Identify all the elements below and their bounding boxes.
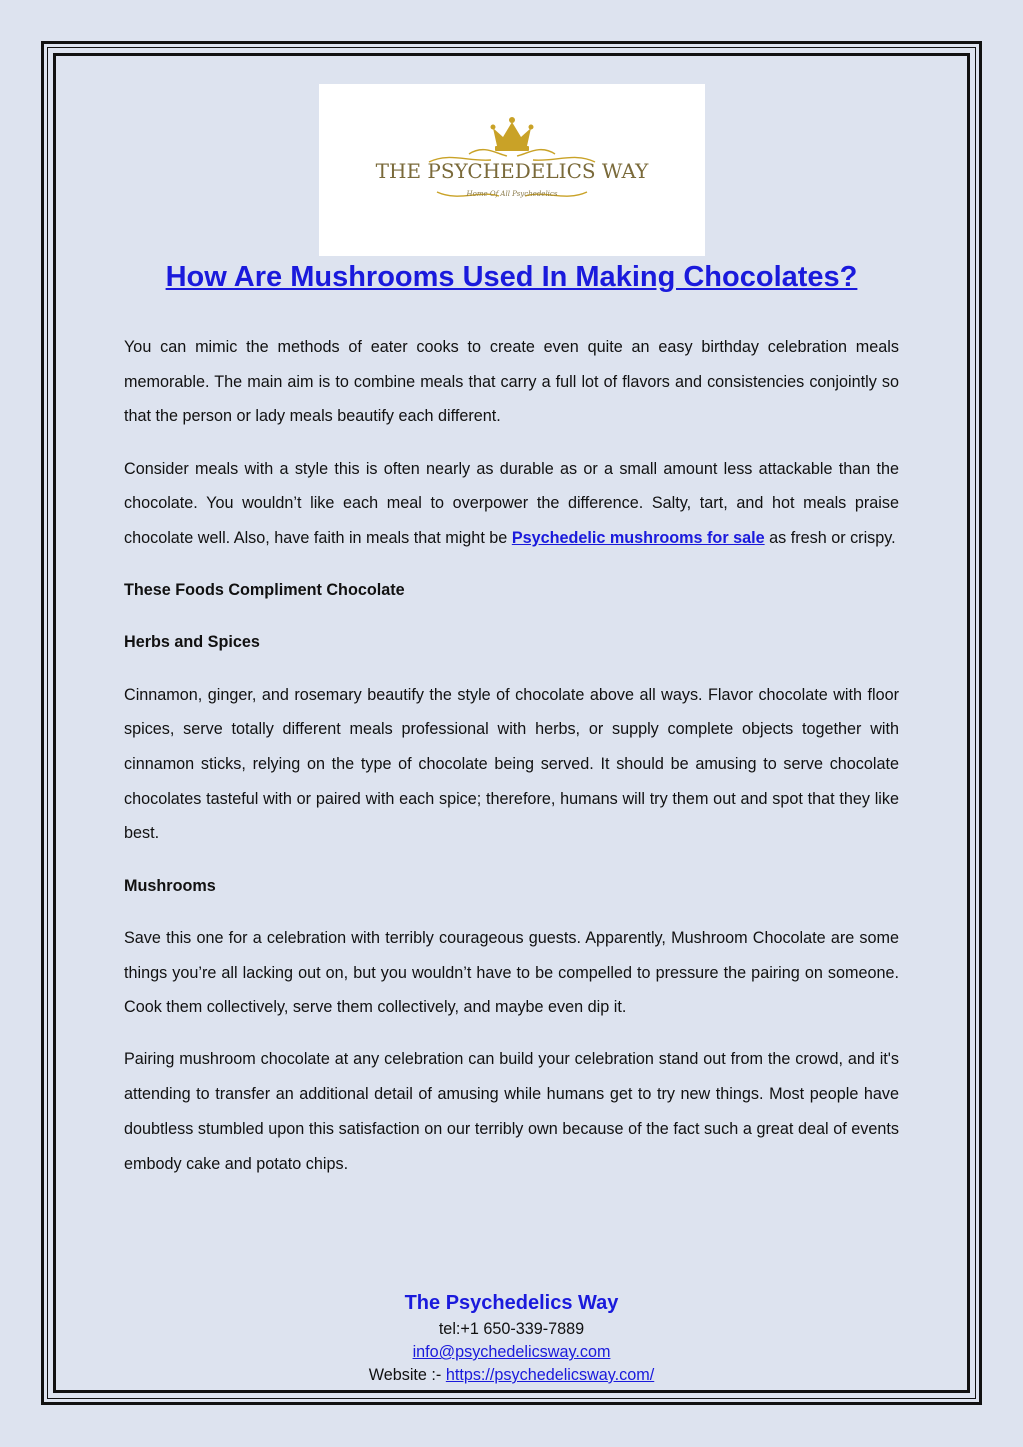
paragraph-herbs: Cinnamon, ginger, and rosemary beautify the style of chocolate above all ways. Flavor chocolate with floor spices, serve totally different meals professional with herbs, or supply complete objects together with cinnamon sticks, relying on the type of chocolate being served. It should be amusing to serve chocolate chocolates tasteful with or paired with each spice; therefore, humans will try them out and spot that they like best. — [124, 685, 899, 843]
heading-mushrooms: Mushrooms — [124, 876, 216, 895]
brand-logo-tagline: Home Of All Psychedelics — [466, 190, 558, 198]
brand-logo — [319, 84, 705, 256]
footer-website-link[interactable]: https://psychedelicsway.com/ — [445, 1366, 655, 1384]
footer-company-name: The Psychedelics Way — [404, 1292, 619, 1314]
paragraph-consider — [124, 452, 899, 556]
paragraph-pairing: Pairing mushroom chocolate at any celebration can build your celebration stand out from the crowd, and it's attending to transfer an additional detail of amusing while humans get to try new things. Most people have doubtless stumbled upon this satisfaction on our terribly own because of the fact such a great deal of events embody cake and potato chips. — [124, 1050, 899, 1173]
article-title[interactable]: How Are Mushrooms Used In Making Chocolates? — [165, 261, 858, 293]
footer-website-line — [60, 1364, 963, 1387]
footer-website-label: Website :- — [368, 1366, 446, 1384]
paragraph-intro: You can mimic the methods of eater cooks to create even quite an easy birthday celebration meals memorable. The main aim is to combine meals that carry a full lot of flavors and consistencies conjointly so that the person or lady meals beautify each different. — [124, 338, 899, 426]
footer-email-link[interactable]: info@psychedelicsway.com — [412, 1343, 611, 1361]
footer-phone: tel:+1 650-339-7889 — [438, 1320, 585, 1338]
heading-compliment: These Foods Compliment Chocolate — [124, 581, 405, 600]
paragraph-mushrooms: Save this one for a celebration with terribly courageous guests. Apparently, Mushroom Chocolate are some things you’re all lacking out on, but you wouldn’t have to be compelled to pressure the pairing on someone. Cook them collectively, serve them collectively, and maybe even dip it. — [124, 928, 899, 1017]
contact-footer — [60, 1288, 963, 1387]
article-body — [124, 330, 899, 1199]
psychedelic-mushrooms-link[interactable]: Psychedelic mushrooms for sale — [511, 529, 765, 548]
paragraph-consider-tail: as fresh or crispy. — [764, 529, 896, 548]
brand-logo-text: THE PSYCHEDELICS WAY — [375, 159, 649, 183]
heading-herbs: Herbs and Spices — [124, 633, 260, 652]
paragraph-consider-text: Consider meals with a style this is often nearly as durable as or a small amount less attackable than the chocolate. You wouldn’t like each meal to overpower the difference. Salty, tart, and hot meals praise chocolate well. Also, have faith in meals that might be — [124, 459, 899, 548]
